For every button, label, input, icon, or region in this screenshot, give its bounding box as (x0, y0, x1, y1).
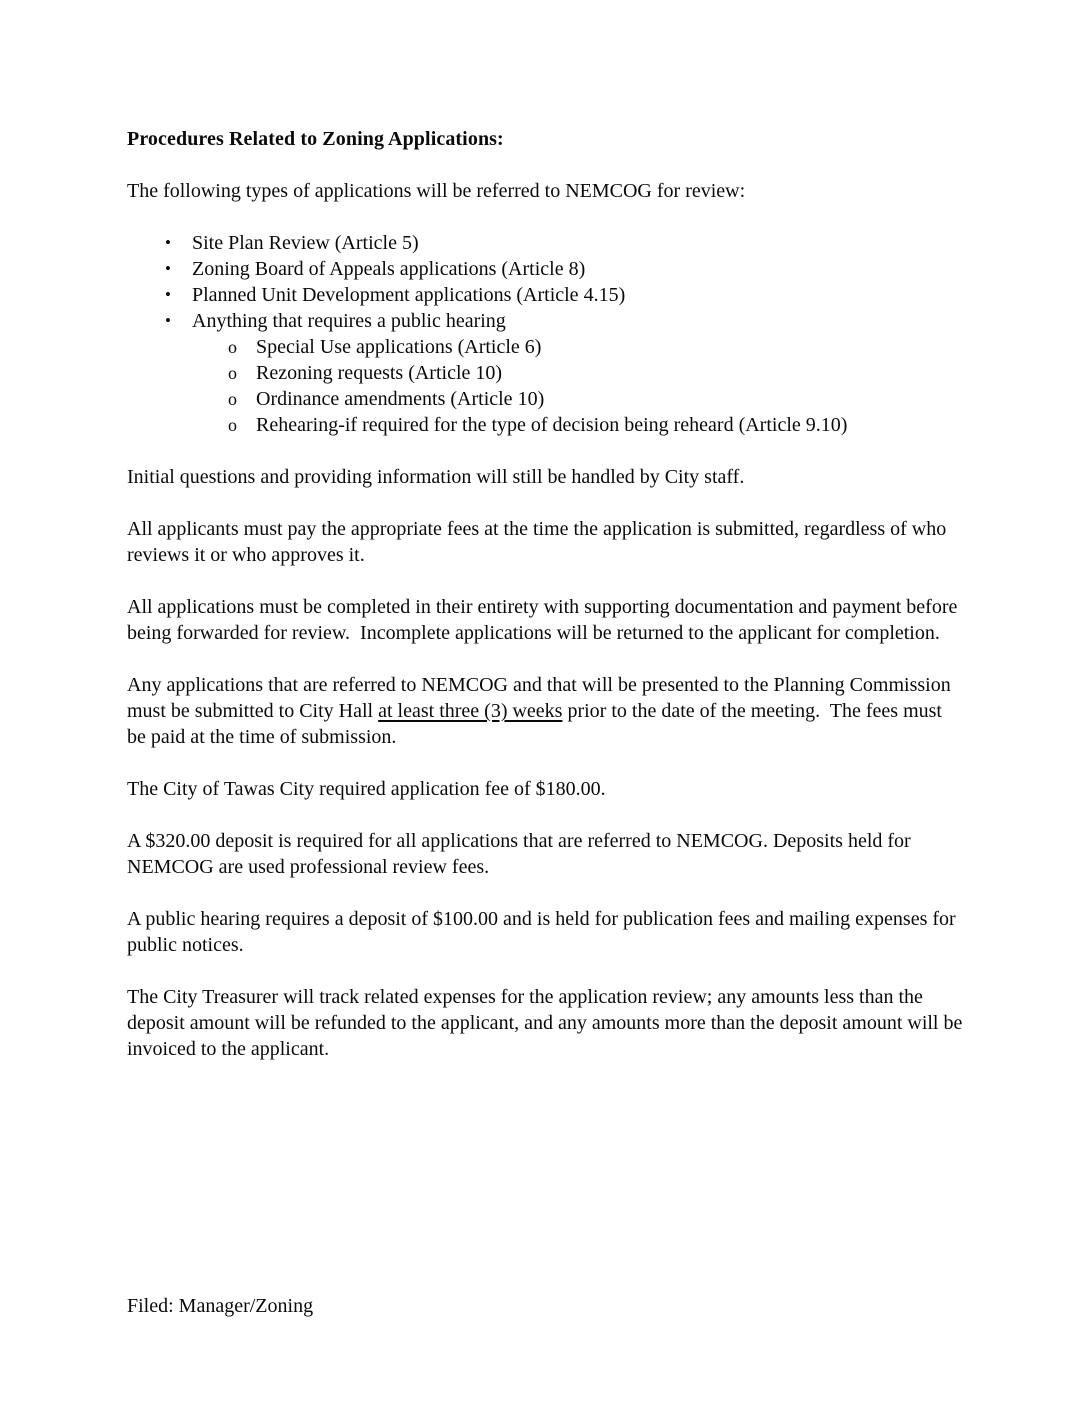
circle-bullet-icon: o (228, 415, 237, 435)
deadline-underlined-text: at least three (3) weeks (378, 700, 563, 722)
sub-list-item (127, 386, 965, 412)
completion-paragraph: All applications must be completed in their entirety with supporting documentation and payment before being forwarded for review. Incomplete applications will be returned to the applicant for completion. (127, 596, 963, 644)
sub-list-item-label: Ordinance amendments (Article 10) (256, 388, 545, 410)
list-item-label: Zoning Board of Appeals applications (Article 8) (192, 258, 586, 280)
sub-list-item-label: Rehearing-if required for the type of decision being reheard (Article 9.10) (256, 414, 848, 436)
bullet-icon: • (165, 259, 171, 278)
sub-list-item (127, 360, 965, 386)
list-item-label: Site Plan Review (Article 5) (192, 232, 419, 254)
sub-list-item (127, 334, 965, 360)
sub-list-item-label: Special Use applications (Article 6) (256, 336, 542, 358)
document-content (127, 126, 968, 1088)
treasurer-paragraph: The City Treasurer will track related expenses for the application review; any amounts less than the deposit amount will be refunded to the applicant, and any amounts more than the deposit amount will be invoiced to the applicant. (127, 986, 968, 1060)
application-types-list (127, 230, 965, 438)
circle-bullet-icon: o (228, 389, 237, 409)
list-item (127, 282, 965, 308)
intro-paragraph: The following types of applications will be referred to NEMCOG for review: (127, 180, 746, 202)
list-item (127, 308, 965, 334)
list-item-label: Planned Unit Development applications (Article 4.15) (192, 284, 626, 306)
filed-footer: Filed: Manager/Zoning (127, 1295, 314, 1317)
staff-paragraph: Initial questions and providing information will still be handled by City staff. (127, 466, 745, 488)
circle-bullet-icon: o (228, 363, 237, 383)
circle-bullet-icon: o (228, 337, 237, 357)
sub-list-item (127, 412, 965, 438)
bullet-icon: • (165, 311, 171, 330)
fees-paragraph: All applicants must pay the appropriate fees at the time the application is submitted, regardless of who reviews it or who approves it. (127, 518, 952, 566)
sub-list-item-label: Rezoning requests (Article 10) (256, 362, 503, 384)
bullet-icon: • (165, 285, 171, 304)
list-item (127, 230, 965, 256)
hearing-deposit-paragraph: A public hearing requires a deposit of $100.00 and is held for publication fees and mailing expenses for public notices. (127, 908, 961, 956)
deadline-text-post: prior to the date of the meeting. The fees must be paid at the time of submission. (127, 700, 947, 748)
list-item-label: Anything that requires a public hearing (192, 310, 506, 332)
page-title: Procedures Related to Zoning Applications: (127, 128, 504, 150)
application-fee-paragraph: The City of Tawas City required application fee of $180.00. (127, 778, 606, 800)
bullet-icon: • (165, 233, 171, 252)
deadline-paragraph (127, 672, 965, 750)
deadline-text-pre: Any applications that are referred to NEMCOG and that will be presented to the Planning Commission must be submitted to City Hall (127, 674, 956, 722)
deposit-paragraph: A $320.00 deposit is required for all applications that are referred to NEMCOG. Deposits held for NEMCOG are used professional review fees. (127, 830, 916, 878)
list-item (127, 256, 965, 282)
